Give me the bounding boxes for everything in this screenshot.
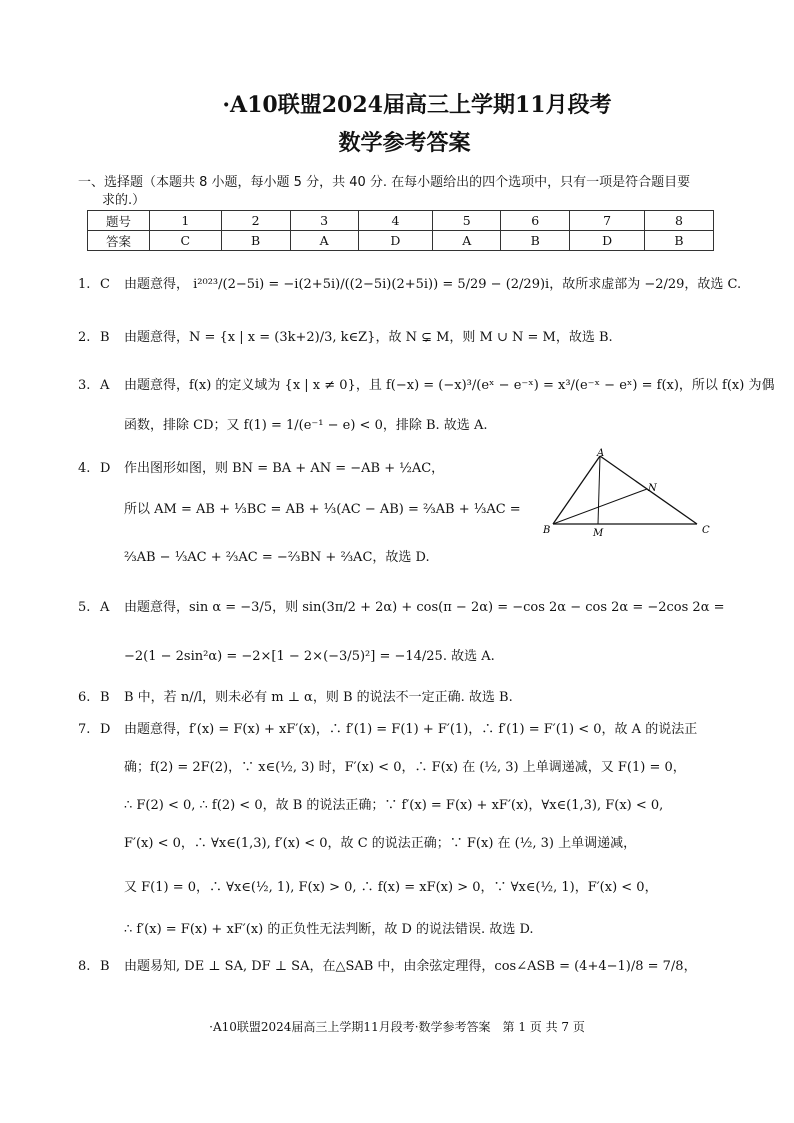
table-cell: 4 — [358, 211, 433, 231]
table-cell: 6 — [501, 211, 570, 231]
solution-line: ∴ f′(x) = F(x) + xF′(x) 的正负性无法判断，故 D 的说法错误. 故选 D. — [124, 922, 534, 937]
solution-line: 所以 AM = AB + ⅓BC = AB + ⅓(AC − AB) = ⅔AB + ⅓AC = — [124, 502, 521, 517]
item-answer: D — [100, 461, 111, 476]
table-cell: 7 — [570, 211, 645, 231]
item-number: 6. — [78, 690, 91, 705]
solution-item-1 — [78, 273, 741, 292]
item-answer: A — [100, 378, 110, 393]
item-text: 由题意得，f′(x) = F(x) + xF′(x)，∴ f′(1) = F(1) + F′(1)，∴ f′(1) = F′(1) < 0，故 A 的说法正 — [124, 722, 698, 737]
solution-line: 确；f(2) = 2F(2)，∵ x∈(½, 3) 时，F′(x) < 0，∴ F(x) 在 (½, 3) 上单调递减，又 F(1) = 0， — [124, 760, 686, 775]
solution-item-4 — [78, 457, 444, 476]
section-intro — [78, 174, 718, 210]
table-cell: A — [433, 231, 501, 251]
solution-item-5 — [78, 596, 725, 615]
item-answer: D — [100, 722, 111, 737]
segment-bn — [553, 489, 647, 524]
table-header-number: 题号 — [88, 211, 150, 231]
solution-item-8 — [78, 955, 697, 974]
page-title: ·A10联盟2024届高三上学期11月段考 — [222, 92, 612, 118]
solution-line: F′(x) < 0，∴ ∀x∈(1,3), f′(x) < 0，故 C 的说法正确；∵ F(x) 在 (½, 3) 上单调递减， — [124, 836, 637, 851]
label-b: B — [543, 525, 551, 536]
solution-item-3 — [78, 374, 774, 393]
table-cell: D — [358, 231, 433, 251]
solution-line: 又 F(1) = 0，∴ ∀x∈(½, 1), F(x) > 0, ∴ f(x) = xF(x) > 0，∵ ∀x∈(½, 1)，F′(x) < 0， — [124, 880, 658, 895]
solution-line: ⅔AB − ⅓AC + ⅔AC = −⅔BN + ⅔AC，故选 D. — [124, 550, 430, 565]
item-answer: B — [100, 959, 110, 974]
item-answer: C — [100, 277, 110, 292]
item-number: 7. — [78, 722, 91, 737]
page-footer: ·A10联盟2024届高三上学期11月段考·数学参考答案 第 1 页 共 7 页 — [209, 1020, 585, 1034]
table-cell: B — [221, 231, 290, 251]
label-m: M — [593, 528, 604, 539]
answer-table-answer-row — [88, 231, 714, 251]
item-answer: B — [100, 330, 110, 345]
item-text: 由题意得，N = {x | x = (3k+2)/3, k∈Z}，故 N ⊊ M，则 M ∪ N = M，故选 B. — [124, 330, 613, 345]
item-text: 由题意得，sin α = −3/5，则 sin(3π/2 + 2α) + cos(π − 2α) = −cos 2α − cos 2α = −2cos 2α = — [124, 600, 725, 615]
solution-item-2 — [78, 326, 613, 345]
item-number: 1. — [78, 277, 91, 292]
item-answer: B — [100, 690, 110, 705]
solution-line: ∴ F(2) < 0, ∴ f(2) < 0，故 B 的说法正确；∵ f′(x) = F(x) + xF′(x)，∀x∈(1,3), F(x) < 0, — [124, 798, 664, 813]
table-cell: 8 — [644, 211, 713, 231]
solution-line: 函数，排除 CD；又 f(1) = 1/(e⁻¹ − e) < 0，排除 B. 故选 A. — [124, 418, 488, 433]
table-cell: 1 — [150, 211, 222, 231]
table-cell: B — [501, 231, 570, 251]
item-text: 作出图形如图，则 BN = BA + AN = −AB + ½AC， — [124, 461, 445, 476]
item-number: 4. — [78, 461, 91, 476]
item-number: 3. — [78, 378, 91, 393]
section-intro-line2: 求的.） — [102, 193, 146, 208]
section-intro-line1: 一、选择题（本题共 8 小题，每小题 5 分，共 40 分. 在每小题给出的四个选项中，只有一项是符合题目要 — [78, 175, 691, 190]
table-header-answer: 答案 — [88, 231, 150, 251]
label-a: A — [597, 448, 605, 459]
table-cell: C — [150, 231, 222, 251]
answer-table-number-row — [88, 211, 714, 231]
table-cell: A — [290, 231, 358, 251]
segment-ab — [553, 456, 600, 524]
triangle-figure — [535, 446, 725, 541]
item-number: 5. — [78, 600, 91, 615]
table-cell: B — [644, 231, 713, 251]
label-c: C — [702, 525, 710, 536]
item-answer: A — [100, 600, 110, 615]
answer-table — [87, 210, 714, 251]
table-cell: 5 — [433, 211, 501, 231]
page-subtitle: 数学参考答案 — [338, 130, 471, 156]
item-text: B 中，若 n//l，则未必有 m ⊥ α，则 B 的说法不一定正确. 故选 B. — [124, 690, 513, 705]
item-text: 由题易知, DE ⊥ SA, DF ⊥ SA，在△SAB 中，由余弦定理得，cos∠ASB = (4+4−1)/8 = 7/8， — [124, 959, 697, 974]
item-text: 由题意得，f(x) 的定义域为 {x | x ≠ 0}，且 f(−x) = (−x)³/(eˣ − e⁻ˣ) = x³/(e⁻ˣ − eˣ) = f(x)，所以 f(x) 为偶 — [124, 378, 775, 393]
segment-am — [598, 456, 600, 524]
solution-item-7 — [78, 718, 697, 737]
item-text: 由题意得， i²⁰²³/(2−5i) = −i(2+5i)/((2−5i)(2+5i)) = 5/29 − (2/29)i，故所求虚部为 −2/29，故选 C. — [124, 277, 742, 292]
table-cell: 2 — [221, 211, 290, 231]
item-number: 2. — [78, 330, 91, 345]
table-cell: 3 — [290, 211, 358, 231]
label-n: N — [648, 483, 657, 494]
item-number: 8. — [78, 959, 91, 974]
solution-line: −2(1 − 2sin²α) = −2×[1 − 2×(−3/5)²] = −14/25. 故选 A. — [124, 649, 495, 664]
table-cell: D — [570, 231, 645, 251]
solution-item-6 — [78, 686, 513, 705]
